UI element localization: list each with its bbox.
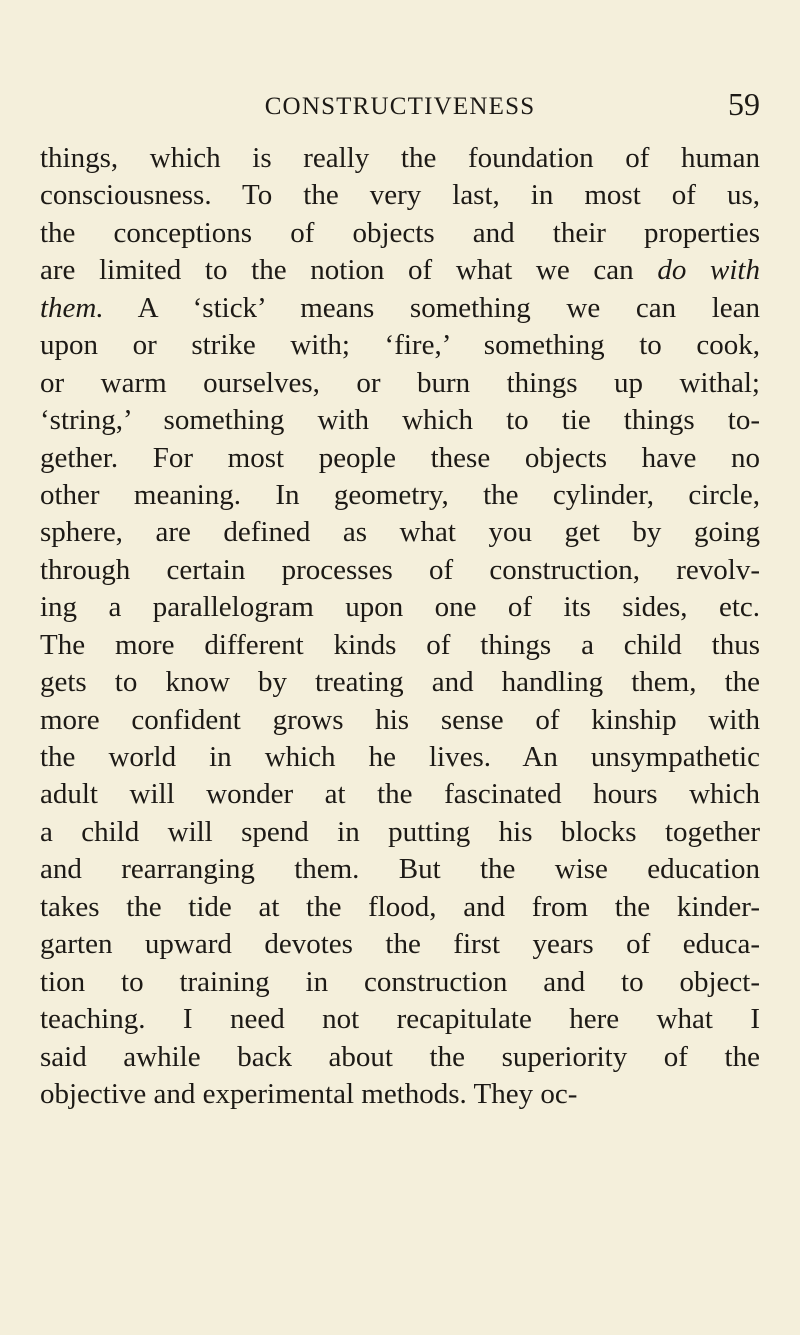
text-line: gether. For most people these objects have no [40,441,760,474]
text-line: objective and experimental methods. They oc- [40,1077,578,1110]
text-line: garten upward devotes the first years of educa- [40,928,760,961]
text-line: said awhile back about the superiority of the [40,1040,760,1073]
text-line: the conceptions of objects and their properties [40,216,760,249]
text-line: or warm ourselves, or burn things up withal; [40,366,760,399]
text-line: and rearranging them. But the wise education [40,853,760,886]
text-line [40,290,760,327]
page-number: 59 [728,86,760,122]
italic-phrase: do with [657,254,760,287]
text-line: more confident grows his sense of kinship with [40,703,760,736]
text-line: gets to know by treating and handling them, the [40,666,760,699]
text-line: takes the tide at the flood, and from the kinder- [40,890,760,923]
text-line: sphere, are defined as what you get by going [40,516,760,549]
text-line: adult will wonder at the fascinated hours which [40,778,760,811]
text-line: ‘string,’ something with which to tie things to- [40,404,760,437]
text-line [40,252,760,289]
text-segment: A ‘stick’ means something we can lean [103,291,760,324]
text-line: teaching. I need not recapitulate here what I [40,1003,760,1036]
text-line: consciousness. To the very last, in most of us, [40,179,760,212]
text-line: upon or strike with; ‘fire,’ something to cook, [40,329,760,362]
text-segment: are limited to the notion of what we can [40,254,658,287]
text-line: other meaning. In geometry, the cylinder, circle, [40,478,760,511]
text-line: the world in which he lives. An unsympathetic [40,741,760,773]
text-line: a child will spend in putting his blocks together [40,815,760,848]
text-line: through certain processes of construction, revolv- [40,553,760,586]
italic-phrase: them. [40,291,104,324]
running-header [40,86,760,126]
running-title: CONSTRUCTIVENESS [264,93,536,120]
text-line: The more different kinds of things a child thus [40,628,760,661]
text-line: ing a parallelogram upon one of its sides, etc. [40,591,760,624]
text-line: things, which is really the foundation of human [40,142,760,174]
text-line: tion to training in construction and to object- [40,965,760,998]
body-text [40,140,760,1113]
